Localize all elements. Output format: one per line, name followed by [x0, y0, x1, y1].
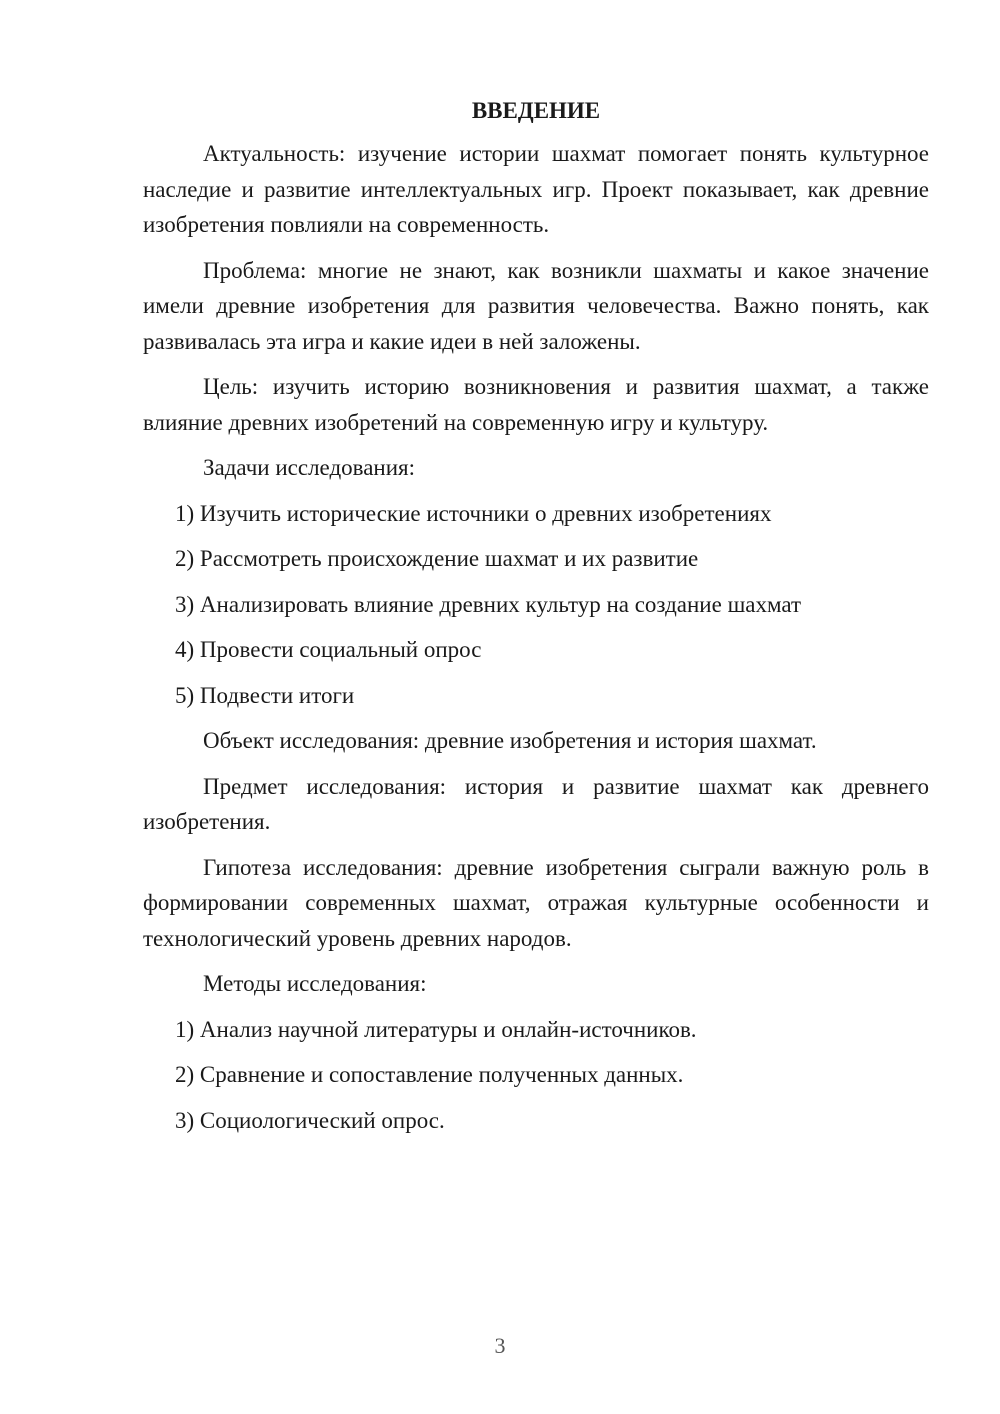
- object-paragraph: Объект исследования: древние изобретения и история шахмат.: [203, 728, 817, 753]
- document-page: [143, 96, 929, 1148]
- section-title: ВВЕДЕНИЕ: [471, 98, 601, 123]
- tasks-heading: Задачи исследования:: [203, 455, 416, 480]
- list-item: 4) Провести социальный опрос: [175, 637, 482, 662]
- problem-paragraph: Проблема: многие не знают, как возникли шахматы и какое значение имели древние изобретения для развития человечества. Важно понять, как развивалась эта игра и какие идеи в ней заложены.: [143, 257, 929, 354]
- hypothesis-paragraph: Гипотеза исследования: древние изобретения сыграли важную роль в формировании современных шахмат, отражая культурные особенности и технологический уровень древних народов.: [143, 854, 929, 951]
- goal-paragraph: Цель: изучить историю возникновения и развития шахмат, а также влияние древних изобретений на современную игру и культуру.: [143, 374, 929, 435]
- page-number: 3: [494, 1333, 506, 1358]
- list-item: 1) Изучить исторические источники о древних изобретениях: [175, 500, 772, 526]
- tasks-list: [143, 496, 929, 714]
- methods-list: [143, 1012, 929, 1139]
- list-item: 1) Анализ научной литературы и онлайн-источников.: [175, 1016, 697, 1042]
- list-item: 2) Сравнение и сопоставление полученных данных.: [175, 1062, 684, 1087]
- methods-heading: Методы исследования:: [203, 971, 427, 996]
- list-item: 2) Рассмотреть происхождение шахмат и их развитие: [175, 546, 699, 571]
- relevance-paragraph: Актуальность: изучение истории шахмат помогает понять культурное наследие и развитие интеллектуальных игр. Проект показывает, как древние изобретения повлияли на современность.: [143, 141, 929, 237]
- list-item: 5) Подвести итоги: [175, 682, 355, 708]
- list-item: 3) Социологический опрос.: [175, 1107, 445, 1133]
- list-item: 3) Анализировать влияние древних культур на создание шахмат: [175, 591, 802, 617]
- subject-paragraph: Предмет исследования: история и развитие шахмат как древнего изобретения.: [143, 773, 929, 834]
